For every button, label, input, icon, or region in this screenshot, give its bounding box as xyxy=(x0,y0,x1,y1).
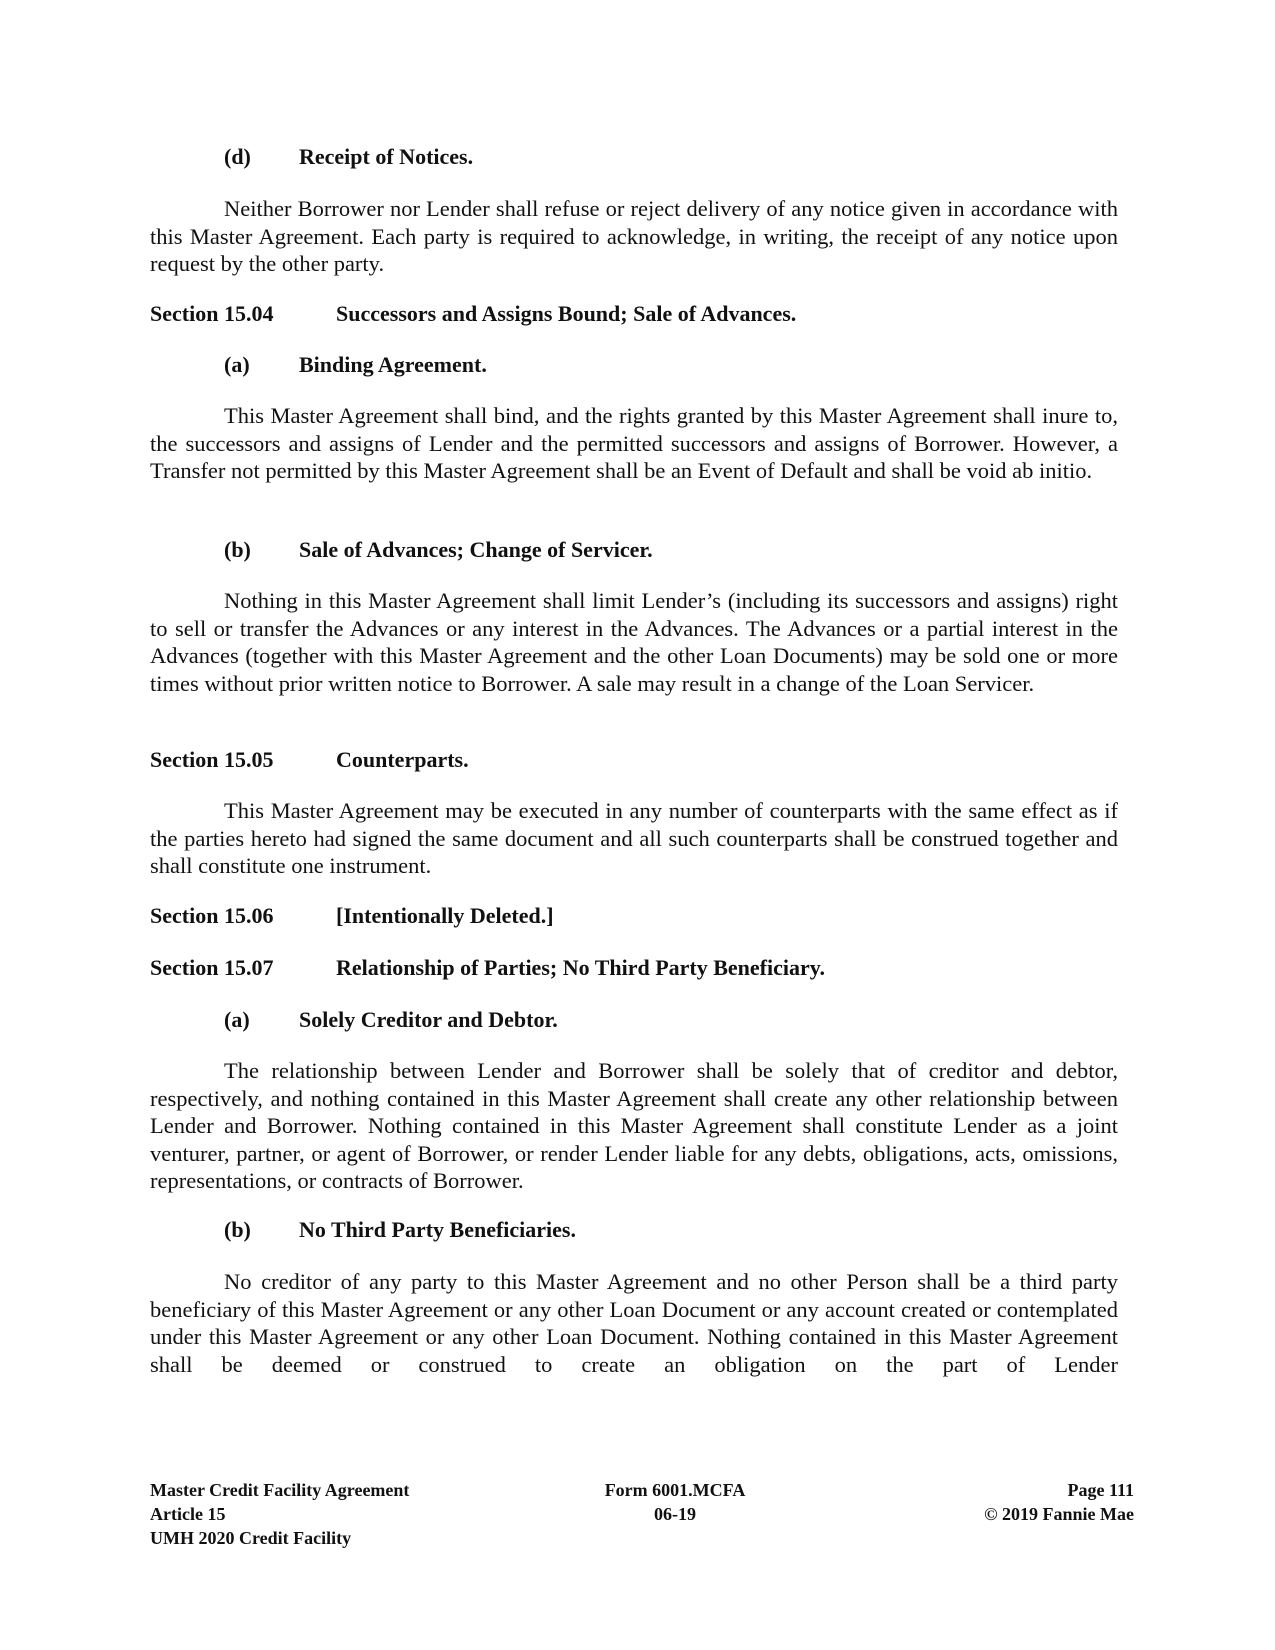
section-title: Counterparts. xyxy=(336,747,469,772)
subsection-number: (b) xyxy=(224,1217,251,1242)
section-heading-15-05 xyxy=(150,746,1118,774)
body-paragraph: The relationship between Lender and Borrower shall be solely that of creditor and debtor, respectively, and nothing contained in this Master Agreement shall create any other relationship between Lender and Borrower. Nothing contained in this Master Agreement shall constitute Lender as a joint venturer, partner, or agent of Borrower, or render Lender liable for any debts, obligations, acts, omissions, representations, or contracts of Borrower. xyxy=(150,1058,1118,1193)
section-number: Section 15.05 xyxy=(150,747,274,772)
section-number: Section 15.06 xyxy=(150,903,274,928)
section-heading-15-04 xyxy=(150,300,1118,328)
section-heading-15-06 xyxy=(150,902,1118,930)
body-paragraph: Neither Borrower nor Lender shall refuse or reject delivery of any notice given in accordance with this Master Agreement. Each party is required to acknowledge, in writing, the receipt of any notice upon request by the other party. xyxy=(150,196,1118,276)
footer-form-date: 06-19 xyxy=(654,1504,696,1524)
section-heading-15-07 xyxy=(150,954,1118,982)
subsection-number: (d) xyxy=(224,144,251,169)
subsection-title: Receipt of Notices. xyxy=(299,144,474,169)
body-paragraph: Nothing in this Master Agreement shall limit Lender’s (including its successors and assigns) right to sell or transfer the Advances or any interest in the Advances. The Advances or a partial interest in the Advances (together with this Master Agreement and the other Loan Documents) may be sold one or more times without prior written notice to Borrower. A sale may result in a change of the Loan Servicer. xyxy=(150,588,1118,696)
subsection-number: (a) xyxy=(224,1007,250,1032)
footer-center xyxy=(600,1478,750,1526)
paragraph-third-party xyxy=(150,1268,1118,1378)
section-title: Successors and Assigns Bound; Sale of Advances. xyxy=(336,301,797,326)
subsection-title: Binding Agreement. xyxy=(299,352,487,377)
section-number: Section 15.04 xyxy=(150,301,274,326)
body-paragraph: This Master Agreement may be executed in any number of counterparts with the same effect as if the parties hereto had signed the same document and all such counterparts shall be construed together and shall constitute one instrument. xyxy=(150,798,1118,878)
subsection-title: Sale of Advances; Change of Servicer. xyxy=(299,537,653,562)
footer-left xyxy=(150,1478,409,1550)
subsection-title: No Third Party Beneficiaries. xyxy=(299,1217,576,1242)
section-title: [Intentionally Deleted.] xyxy=(336,903,554,928)
body-paragraph: No creditor of any party to this Master Agreement and no other Person shall be a third party beneficiary of this Master Agreement or any other Loan Document or any account created or contemplated under this Master Agreement or any other Loan Document. Nothing contained in this Master Agreement shall be deemed or construed to create an obligation on the part of Lender xyxy=(150,1269,1118,1377)
subsection-number: (b) xyxy=(224,537,251,562)
footer-right xyxy=(984,1478,1134,1526)
paragraph-binding-agreement xyxy=(150,402,1118,485)
footer-document-title: Master Credit Facility Agreement xyxy=(150,1480,410,1500)
footer-facility-name: UMH 2020 Credit Facility xyxy=(150,1528,352,1548)
body-paragraph: This Master Agreement shall bind, and the rights granted by this Master Agreement shall inure to, the successors and assigns of Lender and the permitted successors and assigns of Borrower. However, a Transfer not permitted by this Master Agreement shall be an Event of Default and shall be void ab initio. xyxy=(150,403,1118,483)
section-title: Relationship of Parties; No Third Party Beneficiary. xyxy=(336,955,826,980)
paragraph-receipt-of-notices xyxy=(150,195,1118,278)
footer-form-number: Form 6001.MCFA xyxy=(604,1480,746,1500)
section-number: Section 15.07 xyxy=(150,955,274,980)
subsection-heading-d xyxy=(150,143,1118,171)
paragraph-sale-of-advances xyxy=(150,587,1118,697)
subsection-title: Solely Creditor and Debtor. xyxy=(299,1007,558,1032)
subsection-heading-b-sale xyxy=(150,536,1118,564)
subsection-heading-b-beneficiaries xyxy=(150,1216,1118,1244)
footer-article: Article 15 xyxy=(150,1504,226,1524)
subsection-heading-a-creditor xyxy=(150,1006,1118,1034)
footer-copyright: © 2019 Fannie Mae xyxy=(984,1504,1134,1524)
paragraph-creditor-debtor xyxy=(150,1057,1118,1195)
subsection-heading-a-binding xyxy=(150,351,1118,379)
subsection-number: (a) xyxy=(224,352,250,377)
footer-page-number: Page 111 xyxy=(1067,1480,1134,1500)
paragraph-counterparts xyxy=(150,797,1118,880)
